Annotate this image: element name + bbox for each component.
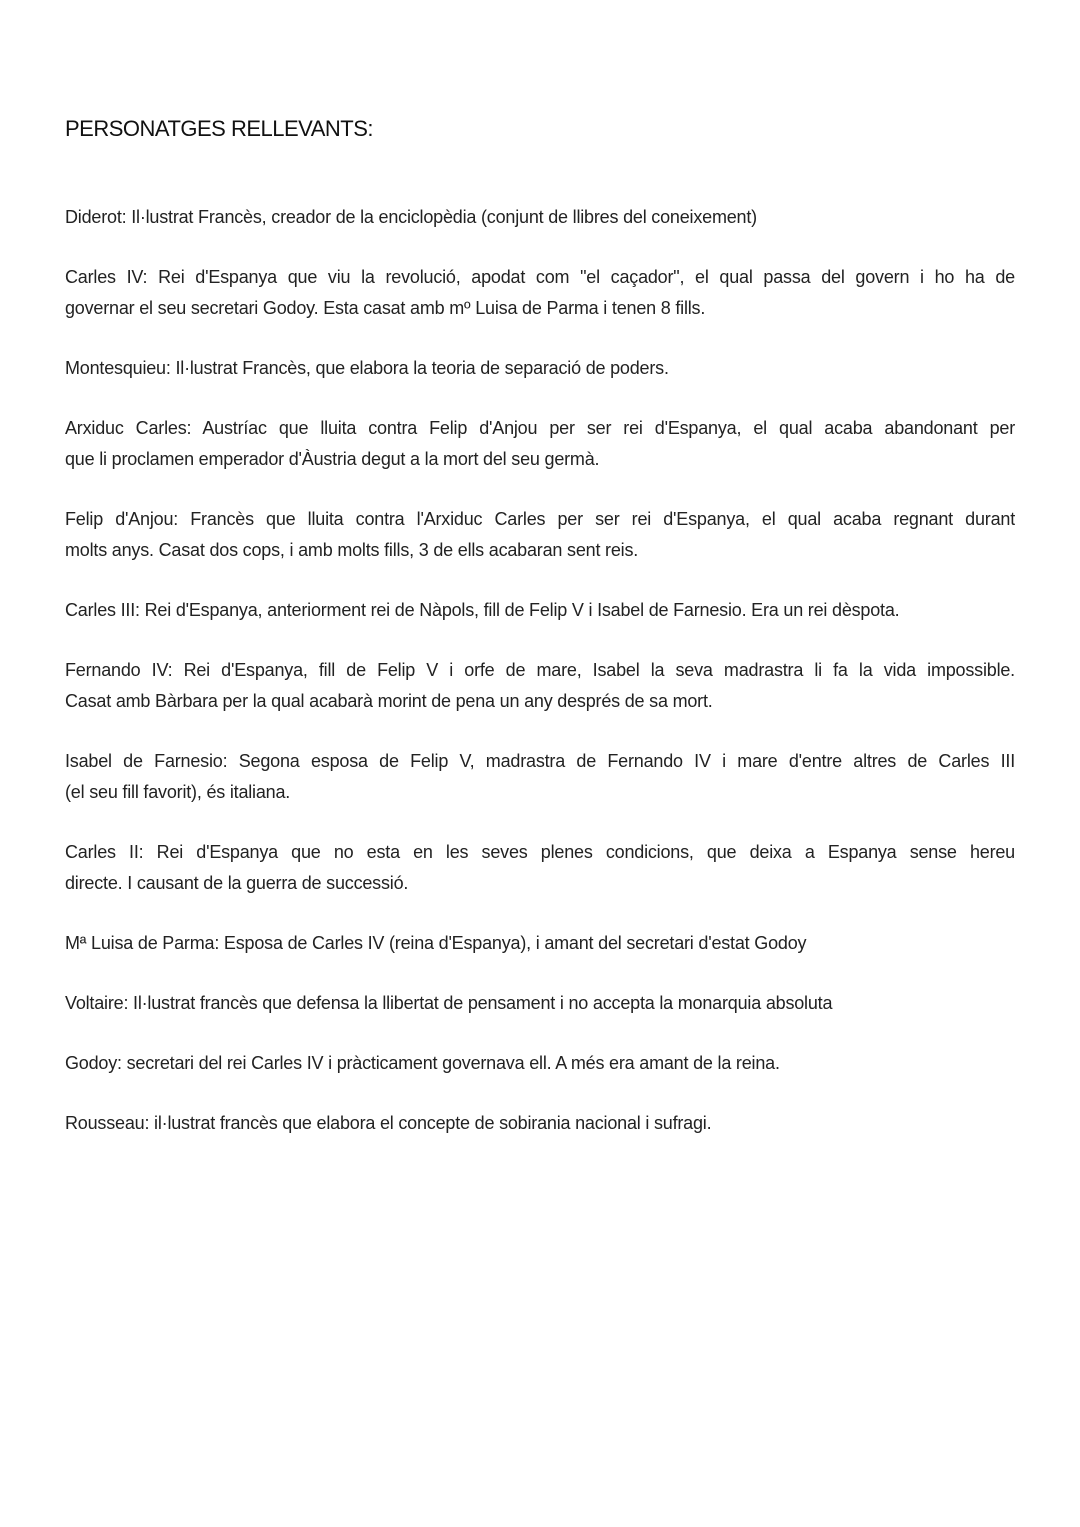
entry-line: Isabel de Farnesio: Segona esposa de Felip V, madrastra de Fernando IV i mare d'entre altres de Carles III [65, 751, 1015, 771]
entry-line: Rousseau: il·lustrat francès que elabora el concepte de sobirania nacional i sufragi. [65, 1113, 712, 1133]
character-entry [65, 988, 1015, 1019]
character-entry [65, 928, 1015, 959]
character-entry [65, 353, 1015, 384]
character-entry [65, 837, 1015, 899]
entry-line: Carles II: Rei d'Espanya que no esta en les seves plenes condicions, que deixa a Espanya sense hereu [65, 842, 1015, 862]
entry-line: Voltaire: Il·lustrat francès que defensa la llibertat de pensament i no accepta la monarquia absoluta [65, 993, 833, 1013]
character-entry [65, 655, 1015, 717]
entry-line: Montesquieu: Il·lustrat Francès, que elabora la teoria de separació de poders. [65, 358, 669, 378]
entry-line: Carles IV: Rei d'Espanya que viu la revolució, apodat com "el caçador", el qual passa del govern i ho ha de [65, 267, 1015, 287]
character-entry [65, 1048, 1015, 1079]
entry-line: Arxiduc Carles: Austríac que lluita contra Felip d'Anjou per ser rei d'Espanya, el qual acaba abandonant per [65, 418, 1015, 438]
page-title: PERSONATGES RELLEVANTS: [65, 116, 373, 141]
entry-line: Mª Luisa de Parma: Esposa de Carles IV (reina d'Espanya), i amant del secretari d'estat Godoy [65, 933, 807, 953]
entry-line: Casat amb Bàrbara per la qual acabarà morint de pena un any després de sa mort. [65, 691, 713, 711]
entry-line: Diderot: Il·lustrat Francès, creador de la enciclopèdia (conjunt de llibres del coneixement) [65, 207, 757, 227]
character-entry [65, 504, 1015, 566]
entry-line: que li proclamen emperador d'Àustria degut a la mort del seu germà. [65, 449, 600, 469]
character-entry [65, 595, 1015, 626]
entry-line: Felip d'Anjou: Francès que lluita contra l'Arxiduc Carles per ser rei d'Espanya, el qual acaba regnant durant [65, 509, 1015, 529]
entry-line: Carles III: Rei d'Espanya, anteriorment rei de Nàpols, fill de Felip V i Isabel de Farnesio. Era un rei dèspota. [65, 600, 900, 620]
character-entry [65, 746, 1015, 808]
character-list [65, 202, 1015, 1168]
entry-line: molts anys. Casat dos cops, i amb molts fills, 3 de ells acabaran sent reis. [65, 540, 639, 560]
entry-line: Godoy: secretari del rei Carles IV i pràcticament governava ell. A més era amant de la reina. [65, 1053, 780, 1073]
entry-line: directe. I causant de la guerra de successió. [65, 873, 409, 893]
entry-line: Fernando IV: Rei d'Espanya, fill de Felip V i orfe de mare, Isabel la seva madrastra li fa la vida impossible. [65, 660, 1015, 680]
entry-line: (el seu fill favorit), és italiana. [65, 782, 291, 802]
character-entry [65, 262, 1015, 324]
character-entry [65, 413, 1015, 475]
character-entry [65, 1108, 1015, 1139]
character-entry [65, 202, 1015, 233]
entry-line: governar el seu secretari Godoy. Esta casat amb mº Luisa de Parma i tenen 8 fills. [65, 298, 706, 318]
